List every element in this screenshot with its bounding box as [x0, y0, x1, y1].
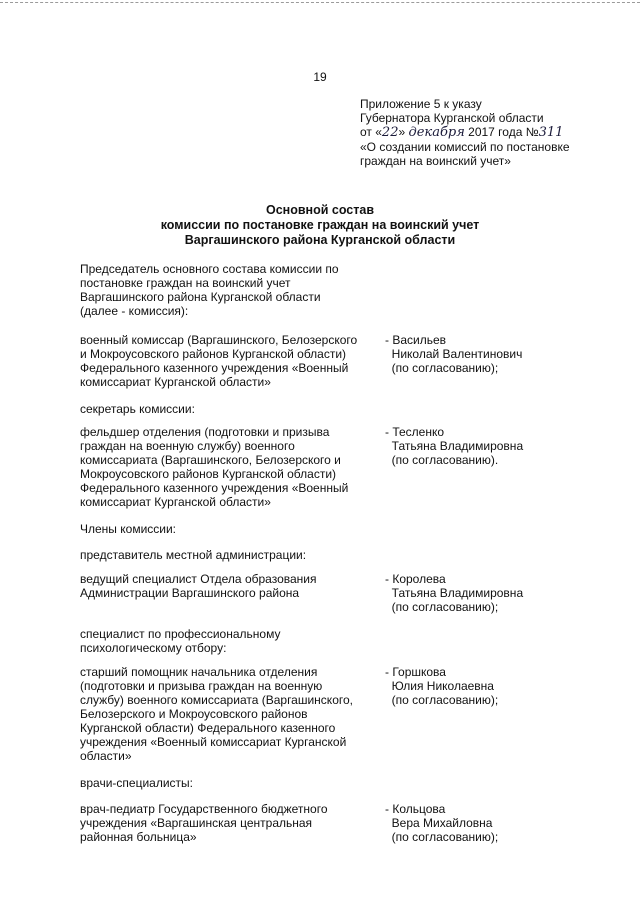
name-line: Вера Михайловна	[385, 816, 493, 830]
position-line: области»	[80, 749, 132, 763]
position-line: районная больница»	[80, 830, 197, 844]
heading-text: секретарь комиссии:	[80, 402, 195, 416]
position-line: учреждения «Варгашинская центральная	[80, 816, 313, 830]
name-line: Николай Валентинович	[385, 347, 523, 361]
name-line: - Васильев	[385, 333, 447, 347]
position-line: фельдшер отделения (подготовки и призыва	[80, 425, 330, 439]
heading-text: представитель местной администрации:	[80, 548, 307, 562]
appendix-line-5: граждан на воинский учет»	[360, 154, 511, 168]
date-year: 2017 года №	[468, 125, 539, 139]
name-line: Татьяна Владимировна	[385, 439, 524, 453]
appendix-date-line	[360, 125, 620, 140]
name-line: (по согласованию);	[385, 600, 499, 614]
position-line: учреждения «Военный комиссариат Курганской	[80, 735, 347, 749]
title-line-3: Варгашинского района Курганской области	[184, 233, 456, 247]
position-line: Курганской области) Федерального казенного	[80, 721, 336, 735]
heading-text: психологическому отбору:	[80, 641, 227, 655]
position-line: (подготовки и призыва граждан на военную	[80, 679, 323, 693]
title-line-2: комиссии по постановке граждан на воинский учет	[160, 218, 480, 232]
heading-psych-selection	[80, 627, 400, 655]
heading-text: специалист по профессиональному	[80, 627, 281, 641]
position-line: комиссариат Курганской области»	[80, 495, 271, 509]
member-name	[385, 425, 565, 467]
position-line: старший помощник начальника отделения	[80, 665, 318, 679]
member-position	[80, 333, 385, 389]
name-line: (по согласованию).	[385, 453, 499, 467]
appendix-header	[360, 97, 620, 168]
date-mid: »	[398, 125, 406, 139]
heading-members	[80, 522, 400, 536]
position-line: ведущий специалист Отдела образования	[80, 572, 317, 586]
name-line: Юлия Николаевна	[385, 679, 494, 693]
position-line: граждан на военную службу) военного	[80, 439, 295, 453]
date-prefix: от «	[360, 125, 382, 139]
member-name	[385, 665, 565, 707]
appendix-line-2: Губернатора Курганской области	[360, 111, 544, 125]
position-line: Белозерского и Мокроусовского районов	[80, 707, 308, 721]
member-name	[385, 802, 565, 844]
position-line: службу) военного комиссариата (Варгашинского,	[80, 693, 353, 707]
title-line-1: Основной состав	[265, 203, 375, 217]
decree-number: 311	[538, 125, 564, 140]
position-line: Федерального казенного учреждения «Военный	[80, 481, 349, 495]
appendix-line-1: Приложение 5 к указу	[360, 97, 482, 111]
intro-line: (далее - комиссия):	[80, 304, 189, 318]
chairman-heading	[80, 262, 380, 318]
name-line: (по согласованию);	[385, 693, 499, 707]
page-number: 19	[313, 70, 327, 84]
member-name	[385, 333, 565, 375]
position-line: врач-педиатр Государственного бюджетного	[80, 802, 328, 816]
name-line: - Королева	[385, 572, 446, 586]
intro-line: постановке граждан на воинский учет	[80, 276, 291, 290]
name-line: Татьяна Владимировна	[385, 586, 524, 600]
date-month: декабря	[408, 125, 465, 140]
intro-line: Варгашинского района Курганской области	[80, 290, 321, 304]
name-line: - Кольцова	[385, 802, 446, 816]
member-position	[80, 425, 385, 509]
member-position	[80, 572, 385, 600]
member-position	[80, 665, 385, 763]
appendix-line-4: «О создании комиссий по постановке	[360, 140, 570, 154]
name-line: - Горшкова	[385, 665, 446, 679]
heading-local-admin	[80, 548, 400, 562]
heading-text: врачи-специалисты:	[80, 776, 193, 790]
scan-edge-rule	[0, 2, 640, 3]
document-title	[0, 203, 640, 248]
position-line: и Мокроусовского районов Курганской области)	[80, 347, 347, 361]
heading-secretary	[80, 402, 400, 416]
position-line: комиссариат Курганской области»	[80, 375, 271, 389]
name-line: - Тесленко	[385, 425, 445, 439]
name-line: (по согласованию);	[385, 830, 499, 844]
position-line: Администрации Варгашинского района	[80, 586, 300, 600]
heading-doctors	[80, 776, 400, 790]
position-line: Федерального казенного учреждения «Военный	[80, 361, 349, 375]
position-line: военный комиссар (Варгашинского, Белозерского	[80, 333, 358, 347]
member-position	[80, 802, 385, 844]
position-line: Мокроусовского районов Курганской области)	[80, 467, 337, 481]
member-name	[385, 572, 565, 614]
position-line: комиссариата (Варгашинского, Белозерского и	[80, 453, 341, 467]
intro-line: Председатель основного состава комиссии по	[80, 262, 339, 276]
heading-text: Члены комиссии:	[80, 522, 177, 536]
name-line: (по согласованию);	[385, 361, 499, 375]
date-day: 22	[381, 125, 399, 140]
